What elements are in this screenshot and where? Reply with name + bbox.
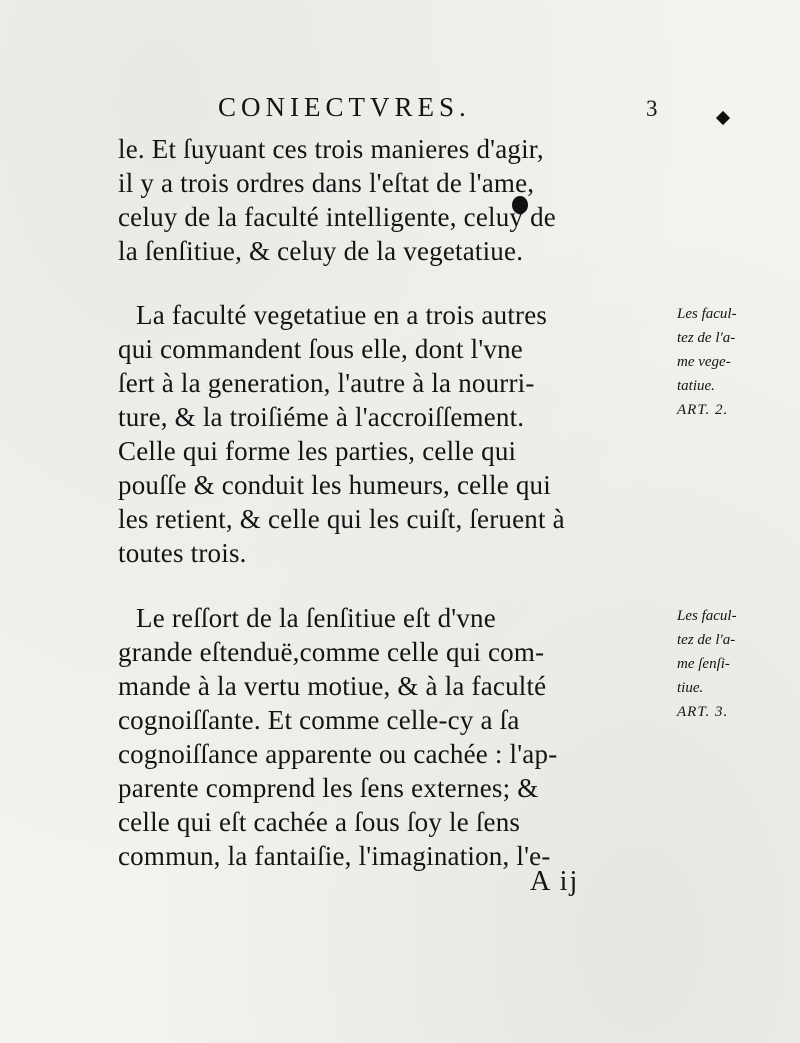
marginal-note-line: tatiue. [677, 378, 715, 394]
running-head: CONIECTVRES. [218, 92, 471, 122]
text-line: le. Et ſuyuant ces trois manieres d'agir, [118, 134, 544, 164]
text-line: mande à la vertu motiue, & à la faculté [118, 671, 547, 701]
marginal-note-line: me ſenſi- [677, 656, 730, 672]
text-line: qui commandent ſous elle, dont l'vne [118, 334, 523, 364]
text-line: celuy de la faculté intelligente, celuy de [118, 202, 556, 232]
marginal-note-line: tez de l'a- [677, 330, 736, 346]
signature-mark: A ij [530, 866, 580, 897]
text-line: celle qui eſt cachée a ſous ſoy le ſens [118, 807, 521, 837]
text-line: ſert à la generation, l'autre à la nourri- [118, 368, 535, 398]
marginal-note-line: tiue. [677, 680, 704, 696]
paragraph-1 [118, 132, 668, 268]
text-line: ture, & la troiſiéme à l'accroiſſement. [118, 402, 525, 432]
text-line: La faculté vegetatiue en a trois autres [136, 300, 548, 330]
text-line: cognoiſſance apparente ou cachée : l'ap- [118, 739, 558, 769]
text-line: il y a trois ordres dans l'eſtat de l'ame, [118, 168, 535, 198]
marginal-note-2 [677, 604, 793, 724]
ink-speck [716, 111, 730, 125]
paragraph-3 [118, 601, 668, 873]
article-number: ART. 2. [677, 402, 729, 418]
text-line: Celle qui forme les parties, celle qui [118, 436, 517, 466]
marginal-note-line: me vege- [677, 354, 731, 370]
text-line: parente comprend les ſens externes; & [118, 773, 539, 803]
text-line: commun, la fantaiſie, l'imagination, l'e- [118, 841, 551, 871]
marginal-note-line: Les facul- [677, 608, 737, 624]
text-line: la ſenſitiue, & celuy de la vegetatiue. [118, 236, 524, 266]
marginal-note-1 [677, 302, 793, 422]
marginal-note-line: Les facul- [677, 306, 737, 322]
text-line: toutes trois. [118, 538, 247, 568]
paragraph-2 [118, 298, 668, 570]
marginal-note-line: tez de l'a- [677, 632, 736, 648]
article-number: ART. 3. [677, 704, 729, 720]
text-line: Le reſſort de la ſenſitiue eſt d'vne [136, 603, 496, 633]
page-number: 3 [646, 96, 658, 121]
text-line: pouſſe & conduit les humeurs, celle qui [118, 470, 551, 500]
text-line: grande eſtenduë,comme celle qui com- [118, 637, 545, 667]
text-line: cognoiſſante. Et comme celle-cy a ſa [118, 705, 520, 735]
text-line: les retient, & celle qui les cuiſt, ſeruent à [118, 504, 565, 534]
